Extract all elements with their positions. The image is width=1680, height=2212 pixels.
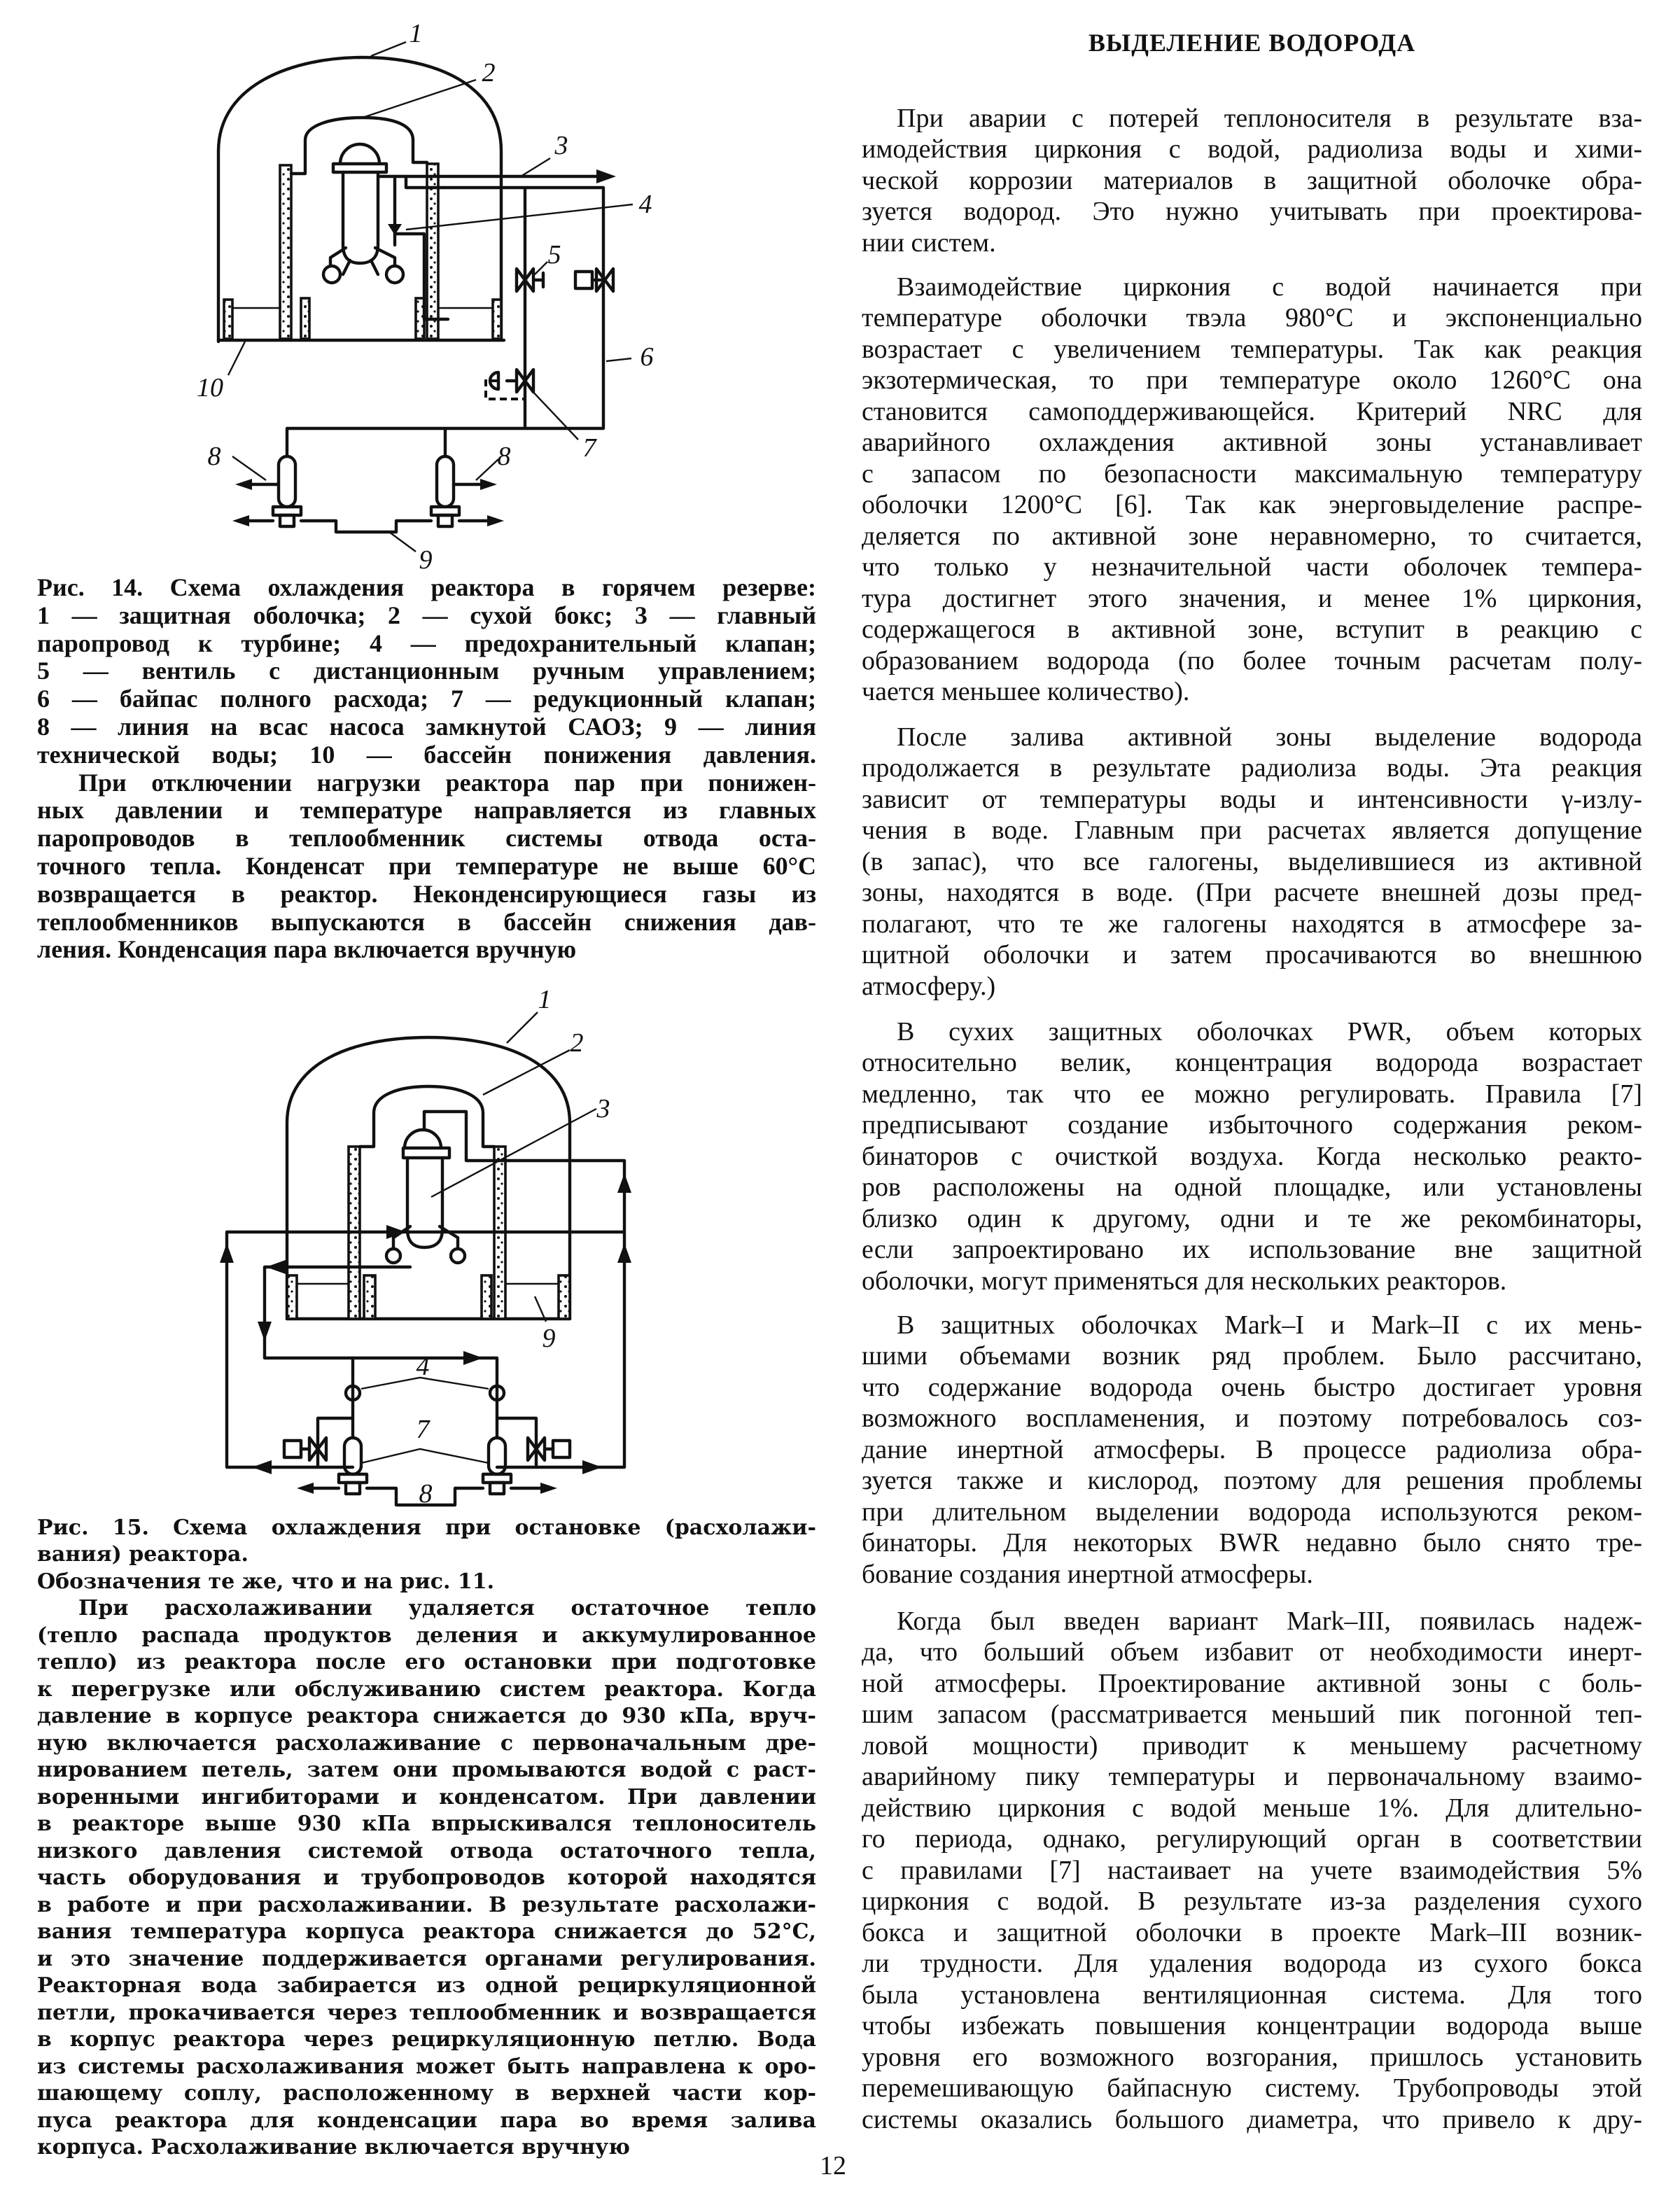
- text-line: ческой коррозии материалов в защитной оболочке обра-: [862, 165, 1642, 195]
- text-line: циркония с водой. В результате из-за разделения сухого: [862, 1886, 1642, 1917]
- text-line: в реакторе выше 930 кПа впрыскивался теплоноситель: [37, 1812, 816, 1837]
- fig14-label-6: 6: [640, 342, 654, 372]
- fig14-label-3: 3: [554, 131, 568, 160]
- text-line: ли трудности. Для удаления водорода из сухого бокса: [862, 1949, 1642, 1979]
- text-line: корпуса. Расхолаживание включается вручную: [37, 2135, 631, 2160]
- text-line: 8 — линия на всас насоса замкнутой САОЗ; 9 — линия: [37, 713, 816, 741]
- text-line: Реакторная вода забирается из одной рециркуляционной: [37, 1973, 816, 1998]
- containment-dome: [287, 1037, 570, 1319]
- figure-15-diagram: [220, 985, 631, 1508]
- text-line: вания) реактора.: [37, 1542, 248, 1567]
- text-line: имодействия циркония с водой, радиолиза воды и хими-: [862, 134, 1642, 164]
- fig14-label-4: 4: [638, 190, 652, 219]
- paragraph: [862, 272, 1642, 708]
- text-line: пуса реактора для конденсации пара во время залива: [37, 2108, 816, 2133]
- text-line: Взаимодействие циркония с водой начинается при: [897, 272, 1642, 302]
- text-line: ных давлении и температуре направляется из главных: [37, 797, 816, 825]
- text-line: экзотермическая, то при температуре около 1260°С она: [862, 365, 1642, 396]
- fig14-label-9: 9: [419, 545, 433, 575]
- text-line: деляется по активной зоне неравномерно, то считается,: [862, 521, 1642, 551]
- fig14-label-2: 2: [482, 58, 496, 88]
- text-line: Рис. 15. Схема охлаждения при остановке (расхолажи-: [37, 1515, 816, 1540]
- text-line: Рис. 14. Схема охлаждения реактора в горячем резерве:: [37, 574, 816, 602]
- text-line: ной атмосферы. Проектирование активной зоны с боль-: [862, 1668, 1642, 1698]
- text-line: содержащегося в активной зоне, вступит в реакцию с: [862, 615, 1642, 645]
- text-line: (тепло распада продуктов деления и аккумулированное: [37, 1623, 816, 1648]
- text-line: ров расположены на одной площадке, или установлены: [862, 1172, 1642, 1203]
- text-line: зависит от температуры воды и интенсивности γ-излу-: [862, 784, 1642, 814]
- text-line: 5 — вентиль с дистанционным ручным управлением;: [37, 657, 816, 685]
- fig15-label-3: 3: [596, 1094, 610, 1124]
- text-line: нированием петель, затем они промываются водой с раст-: [37, 1758, 816, 1783]
- fig15-label-2: 2: [570, 1028, 584, 1058]
- text-line: при длительном выделении водорода используются реком-: [862, 1497, 1642, 1527]
- text-line: ловой мощности) приводит к меньшему расчетному: [862, 1730, 1642, 1760]
- text-line: из системы расхолаживания может быть направлена к оро-: [37, 2054, 816, 2079]
- text-line: низкого давления системой отвода остаточного тепла,: [37, 1838, 816, 1863]
- paragraph: [862, 1016, 1642, 1297]
- text-line: В защитных оболочках Mark–I и Mark–II с их мень-: [897, 1310, 1642, 1340]
- text-line: медленно, так что ее можно регулировать. Правила [7]: [862, 1079, 1642, 1109]
- text-line: часть оборудования и трубопроводов которой находятся: [37, 1865, 816, 1891]
- text-line: паропровод к турбине; 4 — предохранительный клапан;: [37, 629, 816, 657]
- text-line: го периода, однако, регулирующий орган в соответствии: [862, 1824, 1642, 1854]
- text-line: полагают, что те же галогены находятся в атмосфере за-: [862, 909, 1642, 939]
- text-line: При расхолаживании удаляется остаточное тепло: [78, 1596, 816, 1621]
- reactor-vessel: [340, 144, 379, 263]
- text-line: бинаторы. Для некоторых BWR недавно было снято тре-: [862, 1528, 1642, 1558]
- text-line: образованием водорода (по более точным расчетам полу-: [862, 645, 1642, 676]
- text-line: зуется также и кислород, поэтому для решения проблемы: [862, 1466, 1642, 1496]
- text-line: бование создания инертной атмосферы.: [862, 1559, 1313, 1589]
- text-line: (в запас), что все галогены, выделившиеся из активной: [862, 846, 1642, 876]
- text-line: давление в корпусе реактора снижается до 930 кПа, вруч-: [37, 1704, 816, 1729]
- text-line: точного тепла. Конденсат при температуре не выше 60°С: [37, 853, 816, 881]
- text-line: нии систем.: [862, 227, 996, 258]
- text-line: чается меньшее количество).: [862, 677, 1190, 707]
- paragraph: [862, 1606, 1642, 2136]
- fig14-label-5: 5: [547, 240, 561, 270]
- text-line: температуре оболочки твэла 980°С и экспоненциально: [862, 303, 1642, 333]
- text-line: близко один к другому, одни и те же рекомбинаторы,: [862, 1203, 1642, 1233]
- paragraph: [862, 1310, 1642, 1590]
- text-line: оболочки 1200°С [6]. Так как энерговыделение распре-: [862, 490, 1642, 520]
- text-line: бокса и защитной оболочки в проекте Mark–III возник-: [862, 1917, 1642, 1947]
- text-line: Обозначения те же, что и на рис. 11.: [37, 1569, 495, 1594]
- text-line: к перегрузке или обслуживанию систем реактора. Когда: [37, 1676, 816, 1702]
- pump-right: [431, 456, 459, 526]
- text-line: тура достигнет этого значения, и менее 1% циркония,: [862, 583, 1642, 613]
- paragraph: [862, 722, 1642, 1002]
- text-line: ления. Конденсация пара включается вручную: [37, 936, 577, 964]
- fig15-label-7: 7: [416, 1415, 430, 1444]
- text-line: зоны, находятся в воде. (При расчете внешней дозы пред-: [862, 878, 1642, 908]
- section-heading: ВЫДЕЛЕНИЕ ВОДОРОДА: [1088, 29, 1416, 57]
- figure-14-caption-and-text: [37, 574, 816, 964]
- text-line: что содержание водорода очень быстро достигает уровня: [862, 1372, 1642, 1402]
- fig15-label-1: 1: [538, 985, 552, 1014]
- text-line: Когда был введен вариант Mark–III, появилась надеж-: [897, 1606, 1642, 1636]
- text-line: в работе и при расхолаживании. В результате расхолажи-: [37, 1892, 816, 1917]
- text-line: атмосферу.): [862, 971, 996, 1001]
- fig14-label-1: 1: [409, 19, 423, 48]
- fig14-label-10: 10: [197, 373, 223, 402]
- fig14-label-8-right: 8: [497, 442, 511, 471]
- fig15-label-9: 9: [542, 1324, 556, 1353]
- text-line: воренными ингибиторами и конденсатом. При давлении: [37, 1784, 816, 1809]
- text-line: шими объемами возник ряд проблем. Было рассчитано,: [862, 1341, 1642, 1371]
- text-line: относительно велик, концентрация водорода возрастает: [862, 1048, 1642, 1078]
- text-line: аварийного охлаждения активной зоны устанавливает: [862, 428, 1642, 458]
- paragraph: [862, 103, 1642, 259]
- fig14-label-8-left: 8: [207, 442, 221, 471]
- text-line: продолжается в результате радиолиза воды. Эта реакция: [862, 753, 1642, 783]
- pump-left: [273, 456, 301, 526]
- text-line: щитной оболочки и затем просачиваются во внешнюю: [862, 940, 1642, 970]
- fig14-label-7: 7: [582, 433, 596, 463]
- figure-14-diagram: [197, 19, 654, 575]
- text-line: теплообменников выпускаются в бассейн снижения дав-: [37, 908, 816, 936]
- drywell: [360, 1086, 494, 1147]
- text-line: шим запасом (рассматривается меньший пик погонной теп-: [862, 1700, 1642, 1730]
- drywell-wall-right: [427, 164, 438, 339]
- text-line: ную включается расхолаживание с первоначальным дре-: [37, 1730, 816, 1756]
- text-line: тепло) из реактора после его остановки при подготовке: [37, 1650, 816, 1675]
- text-line: была установлена вентиляционная система. Для того: [862, 1980, 1642, 2010]
- text-line: с запасом по безопасности максимальную температуру: [862, 458, 1642, 489]
- text-line: уровня его возможного возгорания, пришлось установить: [862, 2042, 1642, 2072]
- text-line: технической воды; 10 — бассейн понижения давления.: [37, 741, 816, 769]
- figure-15-caption-and-text: [37, 1515, 816, 2162]
- text-line: зуется водород. Это нужно учитывать при проектирова-: [862, 197, 1642, 227]
- page-number: 12: [820, 2151, 846, 2180]
- text-line: При отключении нагрузки реактора пар при понижен-: [78, 769, 816, 797]
- text-line: действию циркония с водой меньше 1%. Для длительно-: [862, 1793, 1642, 1823]
- text-line: шающему соплу, расположенному в верхней части кор-: [37, 2081, 816, 2106]
- text-line: аварийному пику температуры и первоначальному взаимо-: [862, 1762, 1642, 1792]
- text-line: вания температура корпуса реактора снижается до 52°С,: [37, 1919, 816, 1945]
- text-line: перемешивающую байпасную систему. Трубопроводы этой: [862, 2073, 1642, 2104]
- text-line: дание инертной атмосферы. В процессе радиолиза обра-: [862, 1434, 1642, 1464]
- text-line: петли, прокачивается через теплообменник и возвращается: [37, 2000, 816, 2025]
- text-line: становится самоподдерживающейся. Критерий NRC для: [862, 396, 1642, 426]
- text-line: оболочки, могут применяться для нескольких реакторов.: [862, 1266, 1507, 1296]
- fig15-label-4: 4: [416, 1352, 430, 1381]
- text-line: паропроводов в теплообменник системы отвода оста-: [37, 825, 816, 853]
- text-line: возможного воспламенения, и поэтому потребовалось соз-: [862, 1404, 1642, 1434]
- text-line: и это значение поддерживается органами регулирования.: [37, 1946, 816, 1971]
- text-line: предписывают создание избыточного содержания реком-: [862, 1110, 1642, 1140]
- text-line: 6 — байпас полного расхода; 7 — редукционный клапан;: [37, 685, 816, 713]
- text-line: в корпус реактора через рециркуляционную петлю. Вода: [37, 2027, 816, 2052]
- text-line: что только у незначительной части оболочек темпера-: [862, 552, 1642, 582]
- text-line: чения в воде. Главным при расчетах является допущение: [862, 816, 1642, 846]
- text-line: При аварии с потерей теплоносителя в результате вза-: [897, 103, 1642, 133]
- text-line: возрастает с увеличением температуры. Так как реакция: [862, 334, 1642, 364]
- text-line: если запроектировано их использование вне защитной: [862, 1235, 1642, 1265]
- containment-dome: [218, 57, 501, 342]
- text-line: После залива активной зоны выделение водорода: [897, 722, 1642, 752]
- drywell-wall-left: [280, 165, 291, 339]
- text-line: бинаторов с очисткой воздуха. Когда несколько реакто-: [862, 1141, 1642, 1171]
- text-line: возвращается в реактор. Неконденсирующиеся газы из: [37, 880, 816, 908]
- text-line: с правилами [7] настаивает на учете взаимодействия 5%: [862, 1855, 1642, 1885]
- fig15-label-8: 8: [419, 1479, 433, 1508]
- text-line: чтобы избежать повышения концентрации водорода выше: [862, 2011, 1642, 2041]
- text-line: 1 — защитная оболочка; 2 — сухой бокс; 3 — главный: [37, 601, 816, 629]
- text-line: В сухих защитных оболочках PWR, объем которых: [897, 1016, 1642, 1046]
- text-line: системы оказались большого диаметра, что привело к дру-: [862, 2104, 1642, 2134]
- text-line: да, что больший объем избавит от необходимости инерт-: [862, 1637, 1642, 1667]
